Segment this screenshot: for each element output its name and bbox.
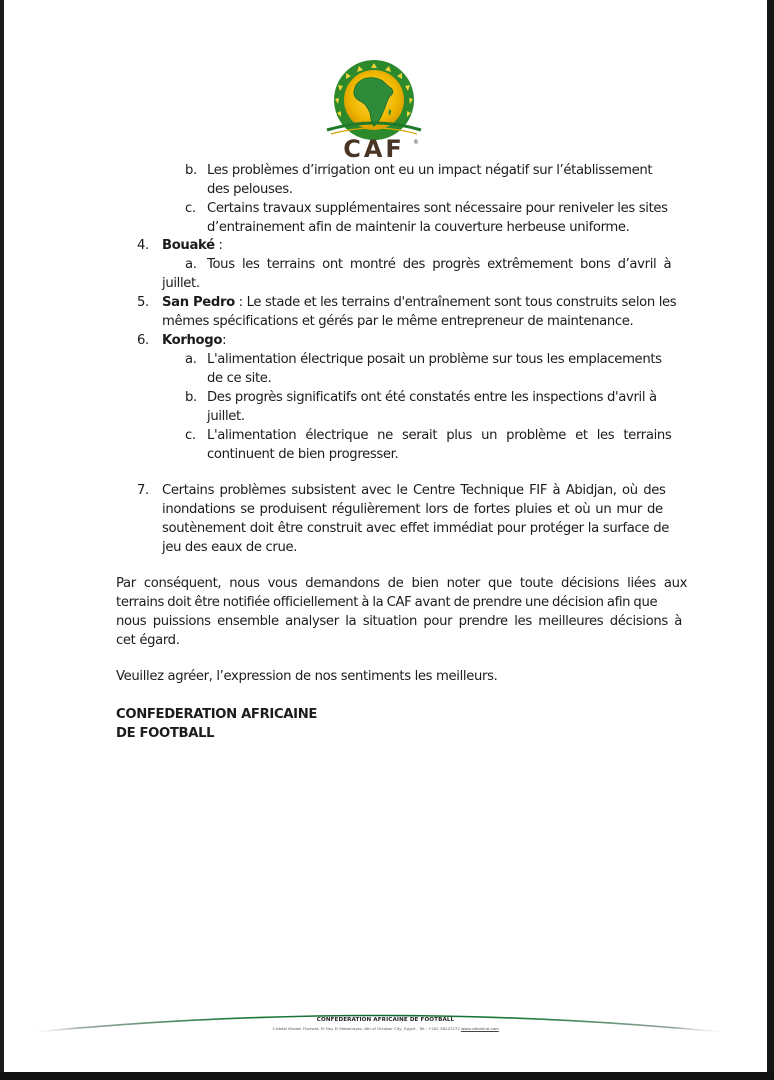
list-marker: b. — [185, 163, 197, 178]
site-name: Bouaké — [162, 238, 215, 253]
list-marker: c. — [185, 428, 196, 443]
footer-organization: CONFEDERATION AFRICAINE DE FOOTBALL — [316, 1017, 455, 1023]
list-marker: a. — [185, 352, 197, 367]
list-number: 7. — [137, 483, 149, 498]
list-item-text: Des progrès significatifs ont été constatés entre les inspections d'avril à — [207, 390, 657, 405]
signature-line-2: DE FOOTBALL — [116, 726, 215, 741]
list-item-text: mêmes spécifications et gérés par le même entrepreneur de maintenance. — [162, 314, 634, 329]
list-item-text: juillet. — [162, 276, 200, 291]
paragraph-line: nous puissions ensemble analyser la situation pour prendre les meilleures décisions à — [116, 614, 683, 629]
list-item-text: continuent de bien progresser. — [207, 447, 399, 462]
site-name: Korhogo — [162, 333, 223, 348]
site-suffix: : — [222, 333, 227, 348]
list-item-text: L'alimentation électrique ne serait plus un problème et les terrains — [207, 428, 672, 443]
list-item-text: jeu des eaux de crue. — [162, 540, 298, 555]
list-item-text: soutènement doit être construit avec effet immédiat pour protéger la surface de — [162, 521, 669, 536]
registered-mark: ® — [413, 139, 419, 146]
caf-logo-text: CAF — [343, 135, 405, 163]
paragraph-line: cet égard. — [116, 633, 180, 648]
signature-line-1: CONFEDERATION AFRICAINE — [116, 707, 318, 722]
list-item-text: Tous les terrains ont montré des progrès extrêmement bons d’avril à — [207, 257, 672, 272]
list-marker: a. — [185, 257, 197, 272]
list-marker: c. — [185, 201, 196, 216]
list-number: 6. — [137, 333, 149, 348]
salutation: Veuillez agréer, l’expression de nos sentiments les meilleurs. — [116, 669, 498, 684]
list-number: 5. — [137, 295, 149, 310]
paragraph-line: Par conséquent, nous vous demandons de bien noter que toute décisions liées aux — [116, 576, 688, 591]
caf-logo — [319, 58, 429, 166]
footer-address — [4, 1026, 767, 1031]
page-edge-right — [767, 0, 774, 1080]
list-item-text: Certains travaux supplémentaires sont nécessaire pour reniveler les sites — [207, 201, 668, 216]
page-edge-bottom — [0, 1072, 774, 1080]
list-item-text: des pelouses. — [207, 182, 293, 197]
list-item-text: Certains problèmes subsistent avec le Centre Technique FIF à Abidjan, où des — [162, 483, 666, 498]
caf-emblem-icon — [319, 58, 429, 140]
footer-address-text: 3 Abdel Khalek Tharwat, El Hay El Motamayez, 6th of October City, Egypt - Tel.: +202 38247272 — [272, 1026, 462, 1031]
list-item-text: L'alimentation électrique posait un problème sur tous les emplacements — [207, 352, 662, 367]
site-name: San Pedro — [162, 295, 235, 310]
site-text: : Le stade et les terrains d'entraînement sont tous construits selon les — [234, 295, 677, 310]
list-item-text: juillet. — [207, 409, 245, 424]
list-item-text: Les problèmes d’irrigation ont eu un impact négatif sur l’établissement — [207, 163, 653, 178]
list-item-text: d’entrainement afin de maintenir la couverture herbeuse uniforme. — [207, 220, 630, 235]
list-marker: b. — [185, 390, 197, 405]
letter-page — [4, 0, 767, 1072]
list-number: 4. — [137, 238, 149, 253]
list-item-text: de ce site. — [207, 371, 272, 386]
site-suffix: : — [214, 238, 223, 253]
footer-website-link[interactable]: www.cafonline.com — [461, 1026, 499, 1031]
list-item-text: inondations se produisent régulièrement lors de fortes pluies et où un mur de — [162, 502, 663, 517]
paragraph-line: terrains doit être notifiée officiellement à la CAF avant de prendre une décision afin que — [116, 595, 658, 610]
